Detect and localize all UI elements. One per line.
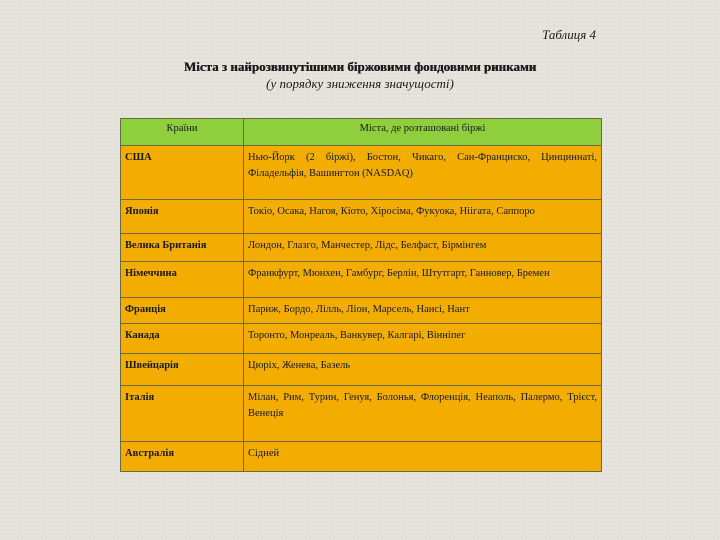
table-number: Таблиця 4 <box>542 27 596 42</box>
table-row <box>121 442 602 472</box>
header-country: Країни <box>121 119 244 146</box>
table-row <box>121 354 602 386</box>
table-row <box>121 262 602 298</box>
table-row <box>121 146 602 200</box>
cities-cell: Цюріх, Женева, Базель <box>244 354 602 386</box>
country-cell: Канада <box>121 324 244 354</box>
stock-exchanges-table <box>120 118 602 472</box>
table-row <box>121 200 602 234</box>
table-row <box>121 324 602 354</box>
header-row <box>121 119 602 146</box>
country-cell: США <box>121 146 244 200</box>
cities-cell: Нью-Йорк (2 біржі), Бостон, Чикаго, Сан-Франциско, Цинциннаті, Філадельфія, Вашингтон (NASDAQ) <box>244 146 602 200</box>
cities-cell: Лондон, Глазго, Манчестер, Лідс, Белфаст, Бірмінгем <box>244 234 602 262</box>
cities-cell: Париж, Бордо, Лілль, Ліон, Марсель, Нансі, Нант <box>244 298 602 324</box>
country-cell: Франція <box>121 298 244 324</box>
cities-cell: Токіо, Осака, Нагоя, Кіото, Хіросіма, Фукуока, Ніігата, Саппоро <box>244 200 602 234</box>
header-cities: Міста, де розташовані біржі <box>244 119 602 146</box>
country-cell: Велика Британія <box>121 234 244 262</box>
cities-cell: Мілан, Рим, Турин, Генуя, Болонья, Флоренція, Неаполь, Палермо, Трієст, Венеція <box>244 386 602 442</box>
table-subtitle: (у порядку зниження значущості) <box>266 76 454 91</box>
country-cell: Італія <box>121 386 244 442</box>
table-row <box>121 386 602 442</box>
table-title: Міста з найрозвинутішими біржовими фондовими ринками <box>183 59 537 74</box>
country-cell: Японія <box>121 200 244 234</box>
country-cell: Німеччина <box>121 262 244 298</box>
cities-cell: Франкфурт, Мюнхен, Гамбург, Берлін, Штутгарт, Ганновер, Бремен <box>244 262 602 298</box>
country-cell: Швейцарія <box>121 354 244 386</box>
country-cell: Австралія <box>121 442 244 472</box>
cities-cell: Торонто, Монреаль, Ванкувер, Калгарі, Вінніпег <box>244 324 602 354</box>
table-row <box>121 298 602 324</box>
cities-cell: Сідней <box>244 442 602 472</box>
table-row <box>121 234 602 262</box>
